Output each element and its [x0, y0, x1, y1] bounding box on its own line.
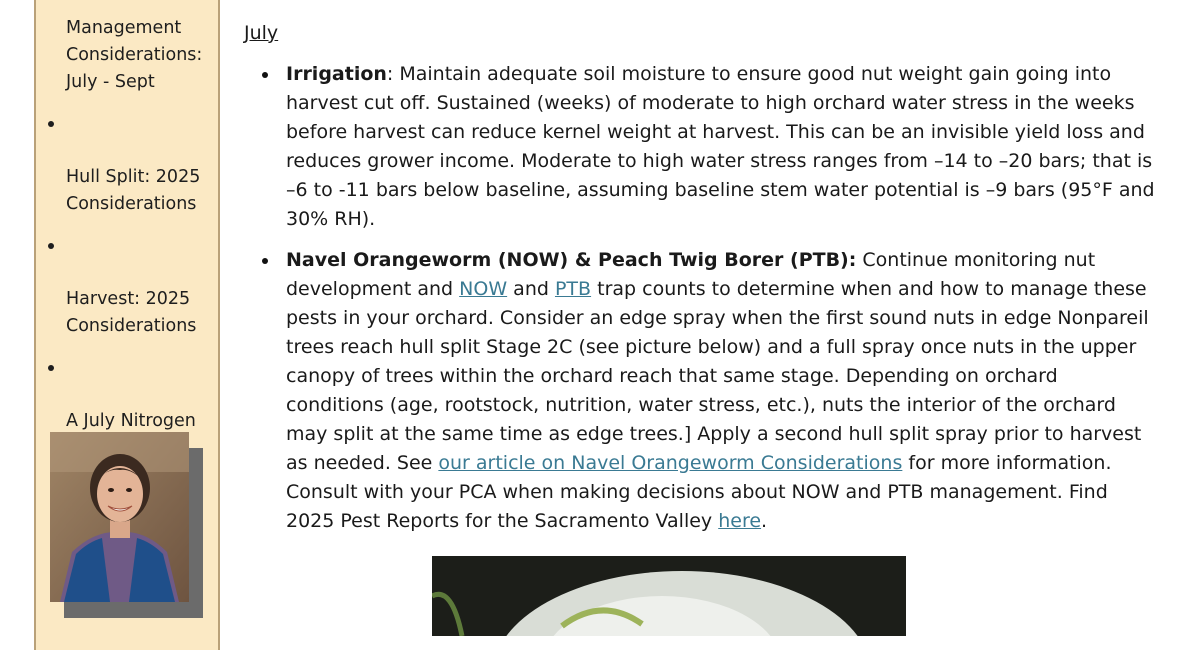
sidebar-item-label: Hull Split: 2025 Considerations — [66, 167, 201, 214]
now-article-link[interactable]: our article on Navel Orangeworm Considerations — [438, 452, 903, 474]
pest-reports-link[interactable]: here — [718, 510, 762, 532]
now-link[interactable]: NOW — [459, 278, 508, 300]
bullet-dot-icon — [262, 258, 268, 264]
almond-nut-image-icon — [432, 556, 906, 636]
irrigation-title: Irrigation — [286, 63, 387, 85]
portrait-image-icon — [50, 432, 189, 602]
pests-item — [244, 246, 1164, 536]
pests-paragraph — [286, 246, 1156, 536]
ptb-link[interactable]: PTB — [554, 278, 592, 300]
pests-text-1: Continue monitoring nut development and — [286, 249, 1096, 300]
pests-text-2: trap counts to determine when and how to manage these pests in your orchard. Consider an edge spray when the first sound nuts in edge Nonpareil trees reach hull split Stage 2C (see picture below) and a full spray once nuts in the upper canopy of trees within the orchard reach that same stage. Depending on orchard conditions (age, rootstock, nutrition, water stress, etc.), nuts the interior of the orchard may split at the same time as edge trees.] Apply a second hull split spray prior to harvest as needed. See — [286, 278, 1149, 474]
management-list — [244, 60, 1164, 536]
sidebar-item-hull-split[interactable] — [48, 110, 216, 218]
sidebar-item-management[interactable] — [48, 0, 216, 96]
irrigation-paragraph — [286, 60, 1156, 234]
sidebar-item-label: Management Considerations: July - Sept — [66, 18, 203, 92]
pests-text-3: for more information. Consult with your PCA when making decisions about NOW and PTB management. Find 2025 Pest Reports for the Sacramento Valley — [286, 452, 1112, 532]
bullet-dot-icon — [48, 121, 54, 127]
sidebar-item-label: Harvest: 2025 Considerations — [66, 289, 197, 336]
sidebar-item-label: A July Nitrogen — [66, 411, 196, 431]
hull-split-photo — [432, 556, 906, 636]
pests-title: Navel Orangeworm (NOW) & Peach Twig Borer (PTB): — [286, 249, 857, 271]
month-heading: July — [244, 22, 279, 44]
pests-text-and: and — [507, 278, 555, 300]
bullet-dot-icon — [262, 72, 268, 78]
irrigation-item — [244, 60, 1164, 234]
pests-text-4: . — [761, 510, 768, 532]
bullet-dot-icon — [48, 243, 54, 249]
bullet-dot-icon — [48, 365, 54, 371]
sidebar-item-harvest[interactable] — [48, 232, 216, 340]
irrigation-text: : Maintain adequate soil moisture to ensure good nut weight gain going into harvest cut off. Sustained (weeks) of moderate to high orchard water stress in the weeks before harvest can reduce kernel weight at harvest. This can be an invisible yield loss and reduces grower income. Moderate to high water stress ranges from –14 to –20 bars; that is –6 to -11 bars below baseline, assuming baseline stem water potential is –9 bars (95°F and 30% RH). — [286, 63, 1155, 230]
author-photo — [50, 432, 189, 602]
